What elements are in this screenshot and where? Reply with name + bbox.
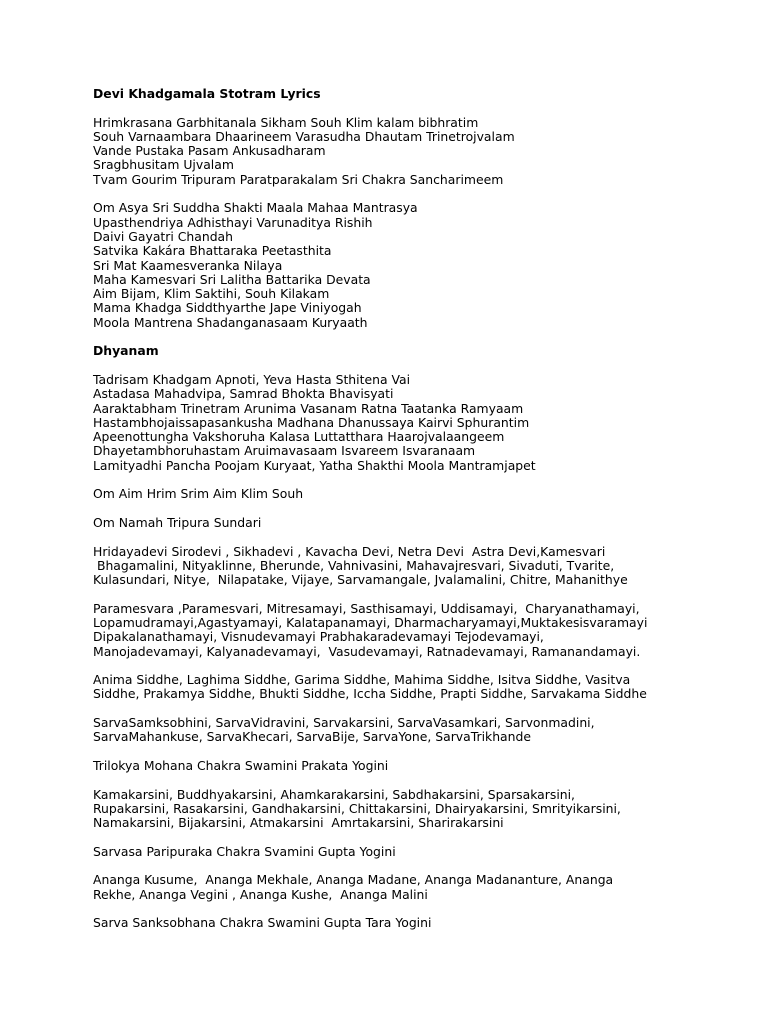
spacer [93,502,728,516]
text-line: Kamakarsini, Buddhyakarsini, Ahamkarakarsini, Sabdhakarsini, Sparsakarsini, [93,786,575,802]
text-line: Lopamudramayi,Agastyamayi, Kalatapanamayi, Dharmacharyamayi,Muktakesisvaramayi [93,614,648,630]
paragraph-gurus [93,602,728,659]
text-line: Dipakalanathamayi, Visnudevamayi Prabhakaradevamayi Tejodevamayi, [93,629,544,645]
spacer [93,702,728,716]
text-line: Dhayetambhoruhastam Aruimavasaam Isvareem Isvaranaam [93,443,476,459]
text-line: Souh Varnaambara Dhaarineem Varasudha Dhautam Trinetrojvalam [93,128,515,144]
text-line: Tadrisam Khadgam Apnoti, Yeva Hasta Sthitena Vai [93,371,411,387]
text-line: Manojadevamayi, Kalyanadevamayi, Vasudevamayi, Ratnadevamayi, Ramanandamayi. [93,643,641,659]
text-line: Aaraktabham Trinetram Arunima Vasanam Ratna Taatanka Ramyaam [93,400,524,416]
text-line: Daivi Gayatri Chandah [93,228,234,244]
text-line: Siddhe, Prakamya Siddhe, Bhukti Siddhe, Iccha Siddhe, Prapti Siddhe, Sarvakama Siddhe [93,686,647,702]
document-title: Devi Khadgamala Stotram Lyrics [93,86,321,101]
paragraph-siddhis [93,673,728,702]
spacer [93,859,728,873]
section-heading-dhyanam: Dhyanam [93,343,159,359]
paragraph-akarsinis [93,788,728,831]
dhyanam-block [93,373,728,473]
text-line: Lamityadhi Pancha Poojam Kuryaat, Yatha Shakthi Moola Mantramjapet [93,457,536,473]
text-line: Hastambhojaissapasankusha Madhana Dhanussaya Kairvi Sphurantim [93,414,530,430]
text-line: Ananga Kusume, Ananga Mekhale, Ananga Madane, Ananga Madananture, Ananga [93,872,614,888]
text-line: Apeenottungha Vakshoruha Kalasa Luttatthara Haarojvalaangeem [93,429,505,445]
text-line: Om Asya Sri Suddha Shakti Maala Mahaa Mantrasya [93,200,418,216]
text-line: Upasthendriya Adhisthayi Varunaditya Rishih [93,214,373,230]
spacer [93,745,728,759]
chakra-line: Sarvasa Paripuraka Chakra Svamini Gupta Yogini [93,843,396,859]
spacer [93,902,728,916]
spacer [93,101,728,115]
chakra-line: Trilokya Mohana Chakra Swamini Prakata Yogini [93,757,389,773]
text-line: Hrimkrasana Garbhitanala Sikham Souh Klim kalam bibhratim [93,114,479,130]
spacer [93,330,728,344]
text-line: Maha Kamesvari Sri Lalitha Battarika Devata [93,271,371,287]
text-line: Hridayadevi Sirodevi , Sikhadevi , Kavacha Devi, Netra Devi Astra Devi,Kamesvari [93,543,606,559]
text-line: Rekhe, Ananga Vegini , Ananga Kushe, Ananga Malini [93,886,428,902]
paragraph-devis [93,545,728,588]
text-line: Tvam Gourim Tripuram Paratparakalam Sri Chakra Sancharimeem [93,171,504,187]
spacer [93,530,728,544]
text-line: Vande Pustaka Pasam Ankusadharam [93,143,326,159]
mantra-line: Om Aim Hrim Srim Aim Klim Souh [93,486,304,502]
spacer [93,187,728,201]
text-line: Satvika Kakára Bhattaraka Peetasthita [93,243,332,259]
text-line: Bhagamalini, Nityaklinne, Bherunde, Vahnivasini, Mahavajresvari, Sivaduti, Tvarite, [93,557,615,573]
spacer [93,773,728,787]
paragraph-anangas [93,873,728,902]
text-line: Astadasa Mahadvipa, Samrad Bhokta Bhavisyati [93,386,394,402]
text-line: SarvaMahankuse, SarvaKhecari, SarvaBije, SarvaYone, SarvaTrikhande [93,729,531,745]
text-line: Kulasundari, Nitye, Nilapatake, Vijaye, Sarvamangale, Jvalamalini, Chitre, Mahanithye [93,572,628,588]
intro-verse [93,116,728,187]
text-line: Sri Mat Kaamesveranka Nilaya [93,257,283,273]
spacer [93,473,728,487]
text-line: Aim Bijam, Klim Saktihi, Souh Kilakam [93,286,330,302]
text-line: Rupakarsini, Rasakarsini, Gandhakarsini, Chittakarsini, Dhairyakarsini, Smrityikarsini, [93,800,621,816]
text-line: Moola Mantrena Shadanganasaam Kuryaath [93,314,368,330]
text-line: Namakarsini, Bijakarsini, Atmakarsini Amrtakarsini, Sharirakarsini [93,815,504,831]
spacer [93,587,728,601]
namah-line: Om Namah Tripura Sundari [93,514,262,530]
invocation-block [93,201,728,330]
spacer [93,830,728,844]
text-line: Mama Khadga Siddthyarthe Jape Viniyogah [93,300,362,316]
text-line: SarvaSamksobhini, SarvaVidravini, Sarvakarsini, SarvaVasamkari, Sarvonmadini, [93,715,595,731]
text-line: Sragbhusitam Ujvalam [93,157,234,173]
spacer [93,659,728,673]
text-line: Anima Siddhe, Laghima Siddhe, Garima Siddhe, Mahima Siddhe, Isitva Siddhe, Vasitva [93,672,631,688]
spacer [93,359,728,373]
chakra-line: Sarva Sanksobhana Chakra Swamini Gupta Tara Yogini [93,915,432,931]
text-line: Paramesvara ,Paramesvari, Mitresamayi, Sasthisamayi, Uddisamayi, Charyanathamayi, [93,600,640,616]
paragraph-mudras [93,716,728,745]
